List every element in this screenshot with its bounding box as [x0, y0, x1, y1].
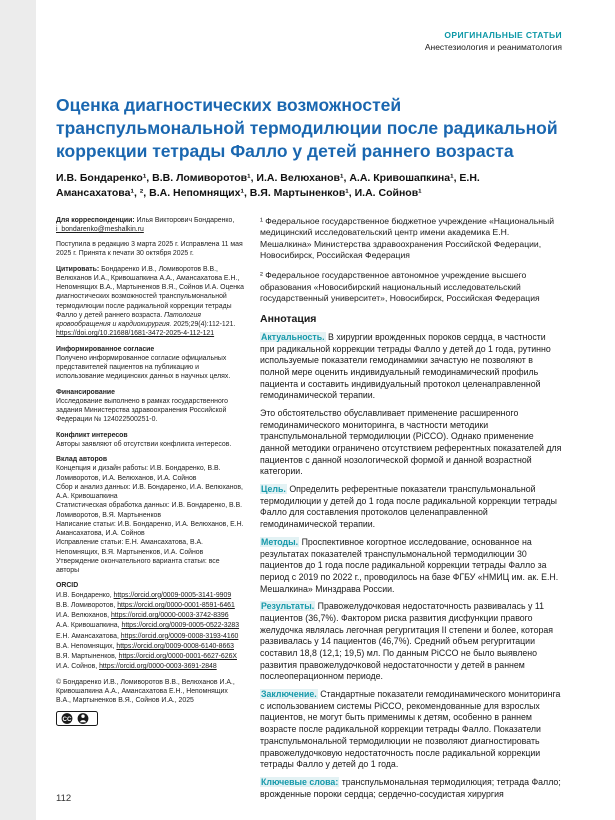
- orcid-entry: [56, 642, 244, 651]
- contribution-item: Исправление статьи: Е.Н. Амансахатова, В.А. Непомнящих, В.Я. Мартыненков, И.А. Сойнов: [56, 539, 204, 556]
- contribution-heading: Вклад авторов: [56, 456, 108, 464]
- orcid-link[interactable]: https://orcid.org/0009-0008-3193-4160: [120, 632, 239, 640]
- abstract-section-text: В хирургии врожденных пороков сердца, в частности при радикальной коррекции тетрады Фалло у детей до 1 года, рутинно используемые показатели гемодинамики зачастую не позволяют в полной мере оценить индивидуальный гемодинамический профиль пациента и составить индивидуальный протокол целенаправленной гемодинамической терапии.: [260, 331, 551, 401]
- two-column-layout: [56, 216, 562, 807]
- contribution-item: Написание статьи: И.В. Бондаренко, И.А. Велюханов, Е.Н. Амансахатова, И.А. Сойнов: [56, 520, 244, 538]
- abstract-section-text: Это обстоятельство обуславливает применение расширенного гемодинамического мониторинга, в частности методики транспульмональной термодилюции (PiCCO). Однако применение данной методики ограничено отсутствием референтных показателей для пациентов с данной нозологической формой и данной возрастной категории.: [260, 407, 562, 477]
- orcid-entry: [56, 652, 244, 661]
- orcid-link[interactable]: https://orcid.org/0009-0005-3141-9909: [113, 591, 232, 599]
- affiliation-1: ¹ Федеральное государственное бюджетное учреждение «Национальный медицинский исследовательский центр имени академика Е.Н. Мешалкина» Министерства здравоохранения Российской Федерации, Новосибирск, Российская Федерация: [260, 215, 554, 261]
- journal-page: [56, 0, 562, 806]
- contribution-item: Утверждение окончательного варианта статьи: все авторы: [56, 557, 220, 575]
- orcid-name: И.А. Велюханов,: [56, 612, 110, 620]
- funding-heading: Финансирование: [56, 388, 115, 396]
- conflict-heading: Конфликт интересов: [56, 431, 128, 439]
- abstract-column: [260, 216, 562, 807]
- metadata-column: [56, 216, 244, 807]
- page-header: [56, 0, 562, 52]
- orcid-block: [56, 581, 244, 671]
- abstract-section: [260, 601, 562, 683]
- page-number: 112: [56, 793, 72, 804]
- abstract-section-label: Заключение.: [261, 689, 317, 700]
- cite-journal-name: Патология кровообращения и кардиохирургия.: [56, 311, 201, 329]
- abstract-section-text: Правожелудочковая недостаточность развивалась у 11 пациентов (36,7%). Фактором риска развития дисфункции правого желудочка являлась легочная регургитация II степени и более, которая развивалась у 14 пациентов (46,7%). Средний объем регургитации составил 18,8 (12,1; 19,5) мл. По данным PiCCO не было выявлено развития правожелудочковой недостаточности у детей в раннем послеоперационном периоде.: [260, 601, 554, 682]
- correspondence-label: Для корреспонденции:: [56, 216, 135, 224]
- correspondence-email-link[interactable]: i_bondarenko@meshalkin.ru: [56, 225, 144, 233]
- abstract-section-label: Результаты.: [261, 601, 315, 612]
- abstract-section-text: Определить референтные показатели транспульмональной термодилюции у детей до 1 года после радикальной коррекции тетрады Фалло для составления протоколов целенаправленной гемодинамической терапии.: [260, 484, 557, 530]
- orcid-link[interactable]: https://orcid.org/0000-0003-3742-8396: [110, 612, 229, 620]
- orcid-link[interactable]: https://orcid.org/0000-0001-6627-626X: [118, 653, 237, 661]
- received-dates: Поступила в редакцию 3 марта 2025 г. Исправлена 11 мая 2025 г. Принята к печати 30 октября 2025 г.: [56, 241, 243, 258]
- abstract-section-label: Цель.: [261, 484, 286, 495]
- correspondence-block: [56, 216, 244, 235]
- article-authors: И.В. Бондаренко¹, В.В. Ломиворотов¹, И.А. Велюханов¹, А.А. Кривошапкина¹, Е.Н. Амансахатова¹, ², В.А. Непомнящих¹, В.Я. Мартыненков¹, И.А. Сойнов¹: [56, 172, 480, 200]
- abstract-section: [260, 408, 562, 478]
- abstract-section: [260, 332, 562, 402]
- abstract-section: [260, 537, 562, 595]
- orcid-link[interactable]: https://orcid.org/0000-0003-3691-2848: [99, 663, 217, 671]
- keywords-text: транспульмональная термодилюция; тетрада Фалло; врожденные пороки сердца; сердечно-сосудистая хирургия: [260, 776, 561, 799]
- cite-doi-link[interactable]: https://doi.org/10.21688/1681-3472-2025-4-112-121: [56, 330, 215, 338]
- orcid-name: В.Я. Мартыненков,: [56, 653, 117, 661]
- orcid-name: И.В. Бондаренко,: [56, 591, 112, 599]
- orcid-entry: [56, 601, 244, 610]
- contribution-item: Сбор и анализ данных: И.В. Бондаренко, И.А. Велюханов, А.А. Кривошапкина: [56, 483, 243, 501]
- orcid-name: В.А. Непомнящих,: [56, 642, 115, 650]
- conflict-text: Авторы заявляют об отсутствии конфликта интересов.: [56, 440, 232, 448]
- abstract-keywords: [260, 777, 562, 800]
- funding-block: [56, 388, 244, 425]
- abstract-section-text: Стандартные показатели гемодинамического мониторинга с использованием системы PiCCO, рекомендованные для взрослых пациентов, не могут быть применимы к детям, особенно в раннем возрасте после радикальной коррекции тетрады Фалло. Показатели транспульмональной термодилюции не позволяют диагностировать правожелудочковую недостаточность после радикальной коррекции тетрады Фалло у детей до 1 года.: [260, 689, 561, 770]
- orcid-heading: ORCID: [56, 582, 79, 590]
- orcid-entry: [56, 611, 244, 620]
- article-title: Оценка диагностических возможностей транспульмональной термодилюции после радикальной коррекции тетрады Фалло у детей раннего возраста: [56, 95, 558, 161]
- orcid-entry: [56, 662, 244, 671]
- conflict-block: [56, 431, 244, 450]
- copyright-line: © Бондаренко И.В., Ломиворотов В.В., Велюханов И.А., Кривошапкина А.А., Амансахатова Е.Н., Непомнящих В.А., Мартыненков В.Я., Сойнов И.А., 2025: [56, 678, 235, 705]
- consent-block: [56, 345, 244, 382]
- abstract-heading: Аннотация: [260, 312, 317, 325]
- contribution-block: [56, 455, 244, 575]
- contribution-item: Концепция и дизайн работы: И.В. Бондаренко, В.В. Ломиворотов, И.А. Велюханов, И.А. Сойнов: [56, 465, 221, 482]
- affiliation-2: ² Федеральное государственное автономное учреждение высшего образования «Новосибирский национальный исследовательский государственный университет», Новосибирск, Российская Федерация: [260, 270, 540, 304]
- orcid-name: И.А. Сойнов,: [56, 663, 98, 671]
- page-left-margin: [0, 0, 36, 820]
- contribution-item: Статистическая обработка данных: И.В. Бондаренко, В.В. Ломиворотов, В.Я. Мартыненков: [56, 502, 243, 519]
- cite-label: Цитировать:: [56, 265, 100, 273]
- orcid-name: Е.Н. Амансахатова,: [56, 632, 119, 640]
- cite-text: Бондаренко И.В., Ломиворотов В.В., Велюханов И.А., Кривошапкина А.А., Амансахатова Е.Н., Непомнящих В.А., Мартыненков В.Я., Сойнов И.А. Оценка диагностических возможностей транспульмональной термодилюции после радикальной коррекции тетрады Фалло у детей раннего возраста.: [56, 265, 245, 319]
- orcid-name: В.В. Ломиворотов,: [56, 601, 116, 609]
- orcid-entry: [56, 591, 244, 600]
- cc-by-license-icon[interactable]: [56, 711, 244, 729]
- orcid-entry: [56, 621, 244, 630]
- abstract-section-label: Актуальность.: [261, 331, 325, 342]
- abstract-section-text: Проспективное когортное исследование, основанное на результатах показателей транспульмональной термодилюции 30 пациентов до 1 года после радикальной коррекции тетрады Фалло за период с 2019 по 2022 г., проводилось на базе ФГБУ «НМИЦ им. ак. Е.Н. Мешалкина» Минздрава России.: [260, 536, 559, 594]
- section-label: ОРИГИНАЛЬНЫЕ СТАТЬИ: [444, 30, 562, 40]
- funding-text: Исследование выполнено в рамках государственного задания Министерства здравоохранения Российской Федерации № 124022500251-0.: [56, 397, 228, 424]
- abstract-section: [260, 689, 562, 771]
- orcid-name: А.А. Кривошапкина,: [56, 622, 120, 630]
- abstract-section: [260, 484, 562, 531]
- cite-volume: 2025;29(4):112-121.: [173, 321, 236, 329]
- citation-block: [56, 265, 244, 339]
- keywords-label: Ключевые слова:: [261, 776, 339, 787]
- orcid-entry: [56, 632, 244, 641]
- orcid-link[interactable]: https://orcid.org/0009-0008-6140-8663: [116, 642, 234, 650]
- abstract-section-label: Методы.: [261, 536, 299, 547]
- correspondence-name: Илья Викторович Бондаренко,: [136, 216, 235, 224]
- orcid-link[interactable]: https://orcid.org/0000-0001-8591-6461: [117, 601, 235, 609]
- consent-heading: Информированное согласие: [56, 345, 155, 353]
- orcid-link[interactable]: https://orcid.org/0009-0005-0522-3283: [121, 622, 240, 630]
- svg-text:CC: CC: [62, 716, 72, 724]
- consent-text: Получено информированное согласие официальных представителей пациентов на публикацию и использование медицинских данных в научных целях.: [56, 354, 231, 381]
- journal-rubric: Анестезиология и реаниматология: [424, 42, 562, 52]
